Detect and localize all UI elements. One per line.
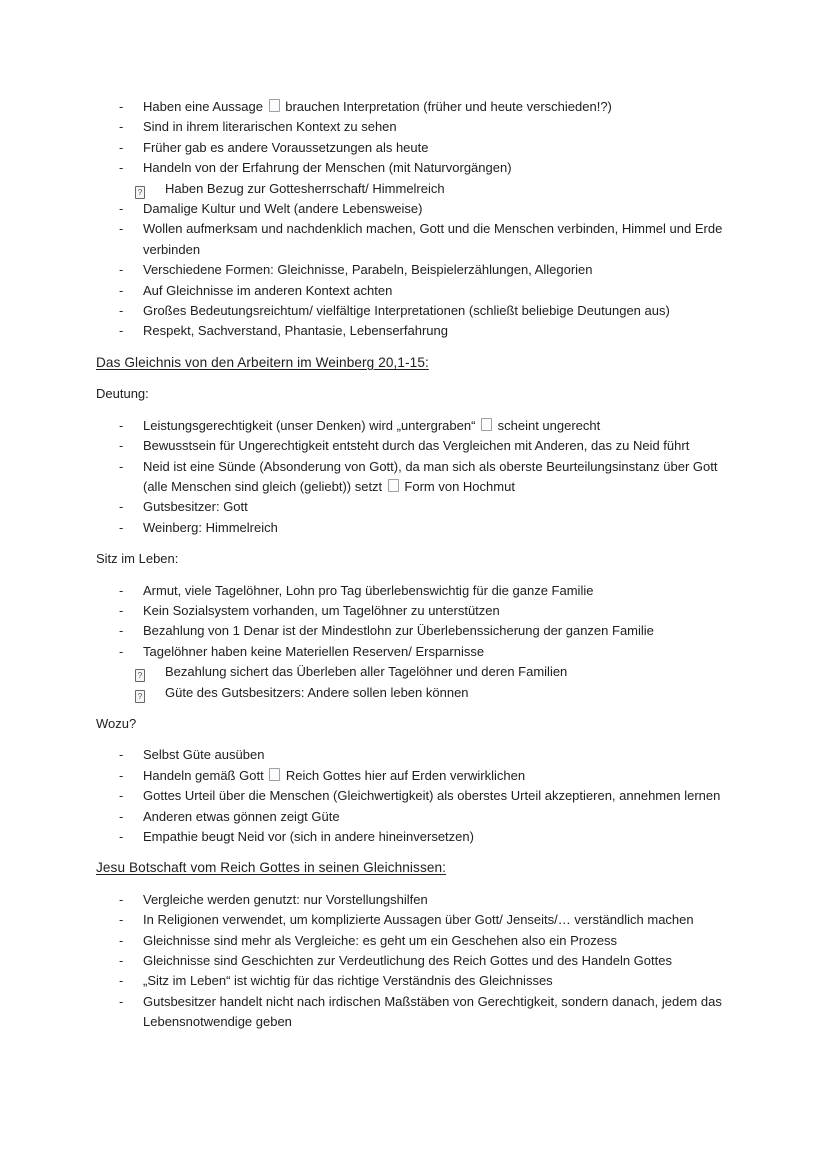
- bullet-list: [96, 97, 732, 342]
- bullet-marker: -: [119, 973, 124, 989]
- sub-bullet-marker: [135, 662, 165, 682]
- bullet-item: [96, 138, 732, 158]
- bullet-item: [96, 971, 732, 991]
- bullet-item: [96, 518, 732, 538]
- bullet-item: [96, 807, 732, 827]
- item-text: Gottes Urteil über die Menschen (Gleichwertigkeit) als oberstes Urteil akzeptieren, annehmen lernen: [143, 788, 721, 804]
- sub-bullet-tofu-icon: ?: [135, 186, 145, 199]
- item-text: Gleichnisse sind mehr als Vergleiche: es geht um ein Geschehen also ein Prozess: [143, 932, 618, 948]
- bullet-list: [96, 581, 732, 703]
- item-text: Anderen etwas gönnen zeigt Güte: [143, 808, 340, 824]
- bullet-item: [96, 745, 732, 765]
- bullet-marker: -: [119, 829, 124, 844]
- bullet-marker: -: [119, 458, 124, 474]
- item-text: Respekt, Sachverstand, Phantasie, Lebenserfahrung: [143, 323, 448, 339]
- bullet-item: [96, 158, 732, 178]
- item-text: Weinberg: Himmelreich: [143, 519, 278, 535]
- bullet-item: [96, 260, 732, 280]
- bullet-marker: -: [119, 119, 124, 135]
- bullet-marker: -: [119, 417, 124, 433]
- bullet-marker: -: [119, 160, 124, 176]
- section-heading: Jesu Botschaft vom Reich Gottes in seinen Gleichnissen:: [96, 860, 447, 876]
- bullet-marker: -: [119, 767, 124, 783]
- bullet-marker: -: [119, 221, 124, 237]
- subsection-label: Wozu?: [96, 715, 137, 731]
- bullet-marker: -: [119, 643, 124, 659]
- missing-glyph-icon: [269, 99, 280, 112]
- bullet-item: [96, 301, 732, 321]
- bullet-item: [96, 321, 732, 341]
- sub-bullet-tofu-icon: ?: [135, 690, 145, 703]
- item-text: Bezahlung sichert das Überleben aller Tagelöhner und deren Familien: [165, 664, 568, 680]
- bullet-marker: -: [119, 499, 124, 515]
- sub-bullet-item: [96, 179, 732, 199]
- bullet-marker: -: [119, 519, 124, 535]
- sub-bullet-tofu-icon: ?: [135, 669, 145, 682]
- item-text: Haben eine Aussage brauchen Interpretation (früher und heute verschieden!?): [143, 99, 612, 114]
- bullet-marker: -: [119, 139, 124, 155]
- bullet-marker: -: [119, 201, 124, 217]
- item-text: Gutsbesitzer: Gott: [143, 499, 248, 515]
- item-text: Verschiedene Formen: Gleichnisse, Parabeln, Beispielerzählungen, Allegorien: [143, 262, 593, 278]
- item-text: Großes Bedeutungsreichtum/ vielfältige Interpretationen (schließt beliebige Deutungen aus): [143, 303, 670, 319]
- bullet-item: [96, 642, 732, 662]
- bullet-item: [96, 117, 732, 137]
- bullet-marker: -: [119, 993, 124, 1009]
- bullet-marker: -: [119, 438, 124, 454]
- item-text: Armut, viele Tagelöhner, Lohn pro Tag überlebenswichtig für die ganze Familie: [143, 582, 594, 598]
- section-heading: Das Gleichnis von den Arbeitern im Weinberg 20,1-15:: [96, 354, 429, 370]
- missing-glyph-icon: [269, 768, 280, 781]
- item-text: Selbst Güte ausüben: [143, 747, 265, 763]
- item-text: Handeln gemäß Gott Reich Gottes hier auf Erden verwirklichen: [143, 767, 526, 783]
- bullet-list: [96, 890, 732, 1033]
- bullet-item: [96, 497, 732, 517]
- item-text: Tagelöhner haben keine Materiellen Reserven/ Ersparnisse: [143, 643, 485, 659]
- bullet-list: [96, 416, 732, 538]
- bullet-item: [96, 436, 732, 456]
- bullet-marker: -: [119, 953, 124, 969]
- item-text: Auf Gleichnisse im anderen Kontext achten: [143, 282, 393, 298]
- bullet-item: [96, 416, 732, 436]
- bullet-marker: -: [119, 602, 124, 618]
- item-text: Bezahlung von 1 Denar ist der Mindestlohn zur Überlebenssicherung der ganzen Familie: [143, 623, 654, 639]
- subsection-label: Sitz im Leben:: [96, 551, 179, 567]
- item-text: Handeln von der Erfahrung der Menschen (mit Naturvorgängen): [143, 160, 512, 176]
- item-text: Früher gab es andere Voraussetzungen als heute: [143, 139, 429, 155]
- bullet-marker: -: [119, 891, 124, 907]
- bullet-marker: -: [119, 99, 124, 114]
- bullet-item: [96, 601, 732, 621]
- bullet-item: [96, 621, 732, 641]
- item-text: Leistungsgerechtigkeit (unser Denken) wird „untergraben“ scheint ungerecht: [143, 417, 601, 433]
- item-text: In Religionen verwendet, um komplizierte Aussagen über Gott/ Jenseits/… verständlich machen: [143, 912, 694, 928]
- bullet-marker: -: [119, 323, 124, 339]
- item-text: Güte des Gutsbesitzers: Andere sollen leben können: [165, 684, 469, 700]
- bullet-marker: -: [119, 788, 124, 804]
- item-text: Neid ist eine Sünde (Absonderung von Gott), da man sich als oberste Beurteilungsinstanz über Gott (alle Menschen sind gleich (geliebt)) setzt Form von Hochmut: [143, 458, 718, 494]
- bullet-marker: -: [119, 912, 124, 928]
- bullet-item: [96, 581, 732, 601]
- bullet-item: [96, 199, 732, 219]
- sub-bullet-marker: [135, 683, 165, 703]
- bullet-marker: -: [119, 282, 124, 298]
- bullet-item: [96, 281, 732, 301]
- bullet-item: [96, 931, 732, 951]
- bullet-list: [96, 745, 732, 847]
- item-text: Bewusstsein für Ungerechtigkeit entsteht durch das Vergleichen mit Anderen, das zu Neid führt: [143, 438, 690, 454]
- sub-bullet-item: [96, 683, 732, 703]
- item-text: Sind in ihrem literarischen Kontext zu sehen: [143, 119, 397, 135]
- sub-bullet-item: [96, 662, 732, 682]
- bullet-marker: -: [119, 303, 124, 319]
- item-text: Haben Bezug zur Gottesherrschaft/ Himmelreich: [165, 180, 445, 196]
- bullet-item: [96, 97, 732, 117]
- item-text: Empathie beugt Neid vor (sich in andere hineinversetzen): [143, 829, 474, 844]
- sub-bullet-marker: [135, 179, 165, 199]
- bullet-item: [96, 890, 732, 910]
- bullet-marker: -: [119, 623, 124, 639]
- bullet-marker: -: [119, 932, 124, 948]
- item-text: Damalige Kultur und Welt (andere Lebensweise): [143, 201, 423, 217]
- bullet-marker: -: [119, 747, 124, 763]
- bullet-item: [96, 786, 732, 806]
- bullet-item: [96, 827, 732, 847]
- item-text: Wollen aufmerksam und nachdenklich machen, Gott und die Menschen verbinden, Himmel und Erde verbinden: [143, 221, 723, 257]
- bullet-item: [96, 951, 732, 971]
- item-text: Vergleiche werden genutzt: nur Vorstellungshilfen: [143, 891, 428, 907]
- subsection-label: Deutung:: [96, 386, 149, 402]
- item-text: Gleichnisse sind Geschichten zur Verdeutlichung des Reich Gottes und des Handeln Gottes: [143, 953, 672, 969]
- missing-glyph-icon: [481, 418, 492, 431]
- bullet-marker: -: [119, 262, 124, 278]
- bullet-item: [96, 992, 732, 1033]
- item-text: „Sitz im Leben“ ist wichtig für das richtige Verständnis des Gleichnisses: [143, 973, 553, 989]
- bullet-marker: -: [119, 808, 124, 824]
- bullet-item: [96, 457, 732, 498]
- bullet-item: [96, 910, 732, 930]
- item-text: Kein Sozialsystem vorhanden, um Tagelöhner zu unterstützen: [143, 602, 500, 618]
- bullet-item: [96, 766, 732, 786]
- item-text: Gutsbesitzer handelt nicht nach irdischen Maßstäben von Gerechtigkeit, sondern danach, jedem das Lebensnotwendige geben: [143, 993, 722, 1030]
- bullet-item: [96, 219, 732, 260]
- missing-glyph-icon: [388, 479, 399, 492]
- bullet-marker: -: [119, 582, 124, 598]
